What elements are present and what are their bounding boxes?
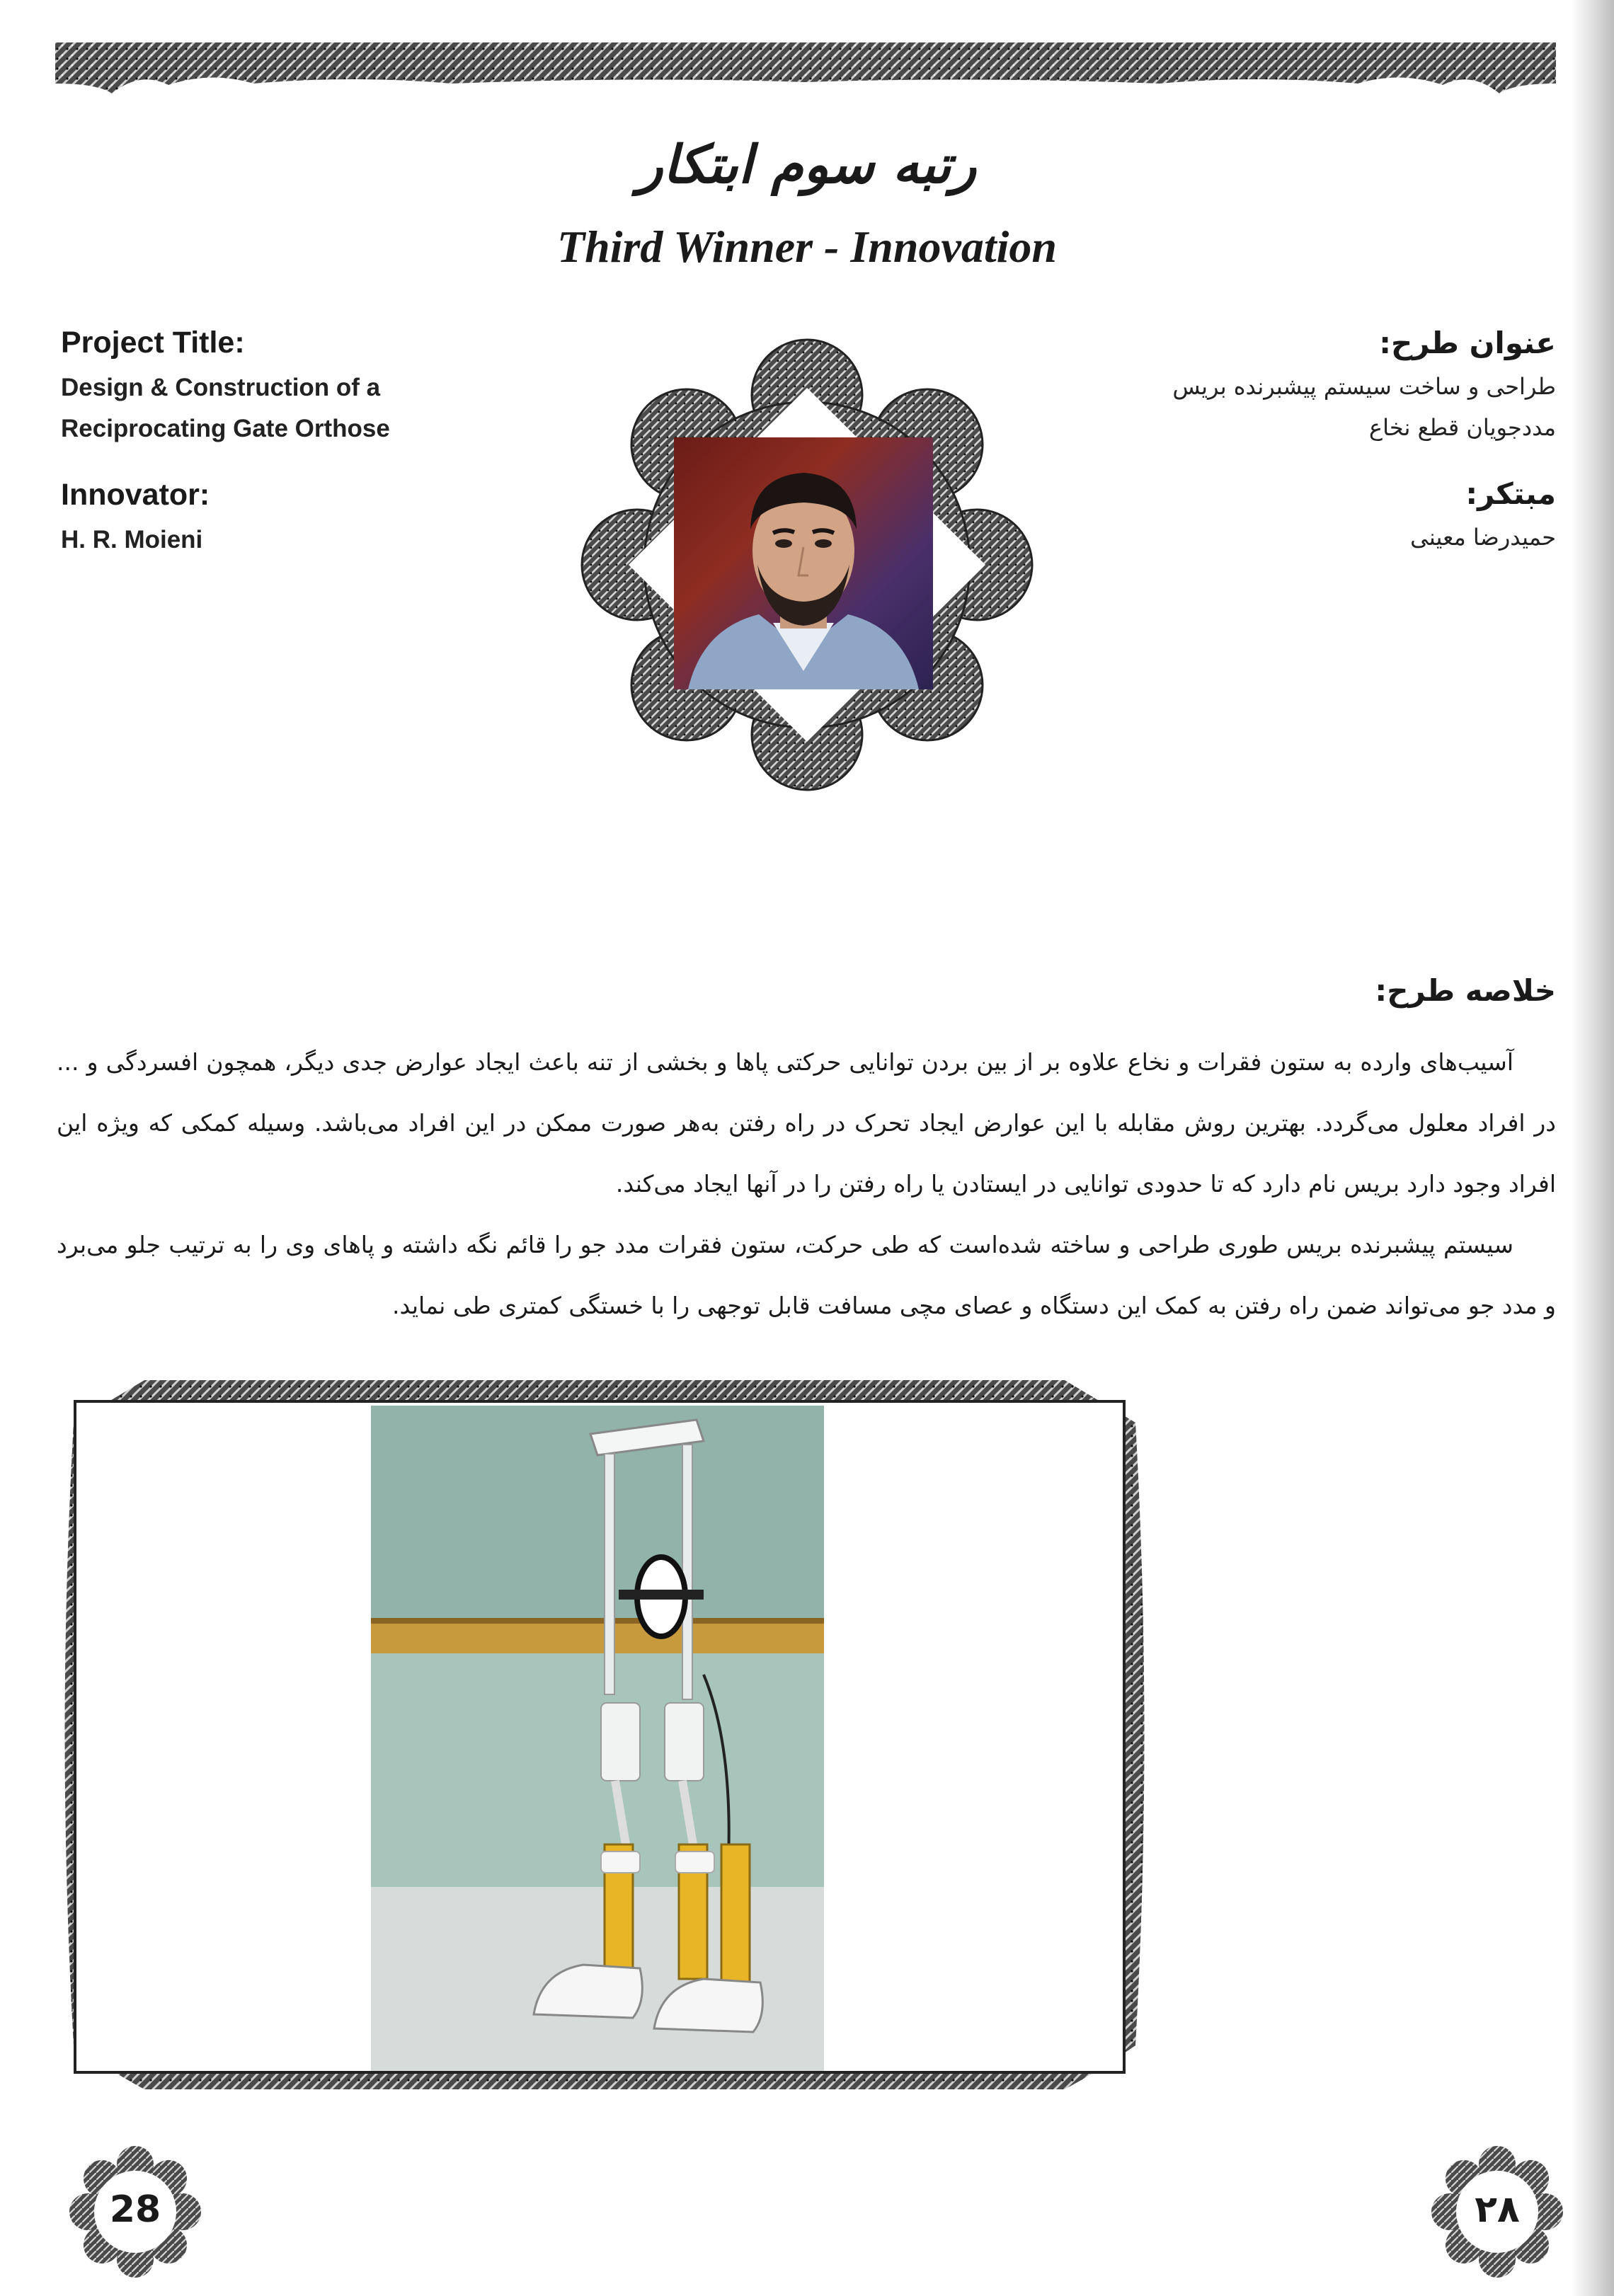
project-info-english xyxy=(61,326,542,561)
abstract-paragraph-2: سیستم پیشبرنده بریس طوری طراحی و ساخته شده‌است که طی حرکت، ستون فقرات مدد جو را قائم نگه داشته و پاهای وی را به ترتیب جلو می‌برد و مدد جو می‌تواند ضمن راه رفتن به کمک این دستگاه و عصای مچی مسافت قابل توجهی را با خستگی کمتری طی نماید. xyxy=(57,1231,1556,1319)
orthosis-device-photo xyxy=(371,1406,824,2071)
project-title-line-2: Reciprocating Gate Orthose xyxy=(61,415,390,442)
project-title-line-2-fa: مددجویان قطع نخاع xyxy=(1369,414,1556,441)
page-title-persian: رتبه سوم ابتکار xyxy=(637,134,977,195)
page-number-left xyxy=(68,2145,202,2279)
project-title-label: Project Title: xyxy=(61,326,245,360)
project-title-line-1: Design & Construction of a xyxy=(61,374,381,401)
abstract-heading: خلاصه طرح: xyxy=(1375,973,1556,1008)
page-title-english: Third Winner - Innovation xyxy=(557,222,1057,272)
project-info-persian xyxy=(1075,326,1556,558)
innovator-label: Innovator: xyxy=(61,478,210,512)
page-number-right xyxy=(1430,2145,1564,2279)
page-number-left-text: 28 xyxy=(109,2188,161,2231)
abstract-paragraph-1: آسیب‌های وارده به ستون فقرات و نخاع علاوه بر از بین بردن توانایی حرکتی پاها و بخشی از تنه باعث ایجاد عوارض جدی دیگر، همچون افسردگی و ... در افراد معلول می‌گردد. بهترین روش مقابله با این عوارض ایجاد تحرک در راه رفتن به‌هر صورت ممکن در این افراد می‌باشد. وسیله کمکی که ویژه این افراد وجود دارد بریس نام دارد که تا حدودی توانایی در ایستادن یا راه رفتن را در آنها ایجاد می‌کند. xyxy=(57,1048,1556,1198)
project-title-label-fa: عنوان طرح: xyxy=(1379,326,1556,360)
abstract-text xyxy=(57,1032,1556,1336)
innovator-label-fa: مبتکر: xyxy=(1465,476,1556,511)
innovator-name-fa: حمیدرضا معینی xyxy=(1410,524,1556,551)
innovator-portrait-photo xyxy=(674,437,933,689)
page-edge-shadow xyxy=(1572,0,1614,2296)
page-number-right-text: ۲۸ xyxy=(1475,2188,1520,2231)
top-ornamental-border xyxy=(55,42,1556,98)
project-title-line-1-fa: طراحی و ساخت سیستم پیشبرنده بریس xyxy=(1172,373,1556,400)
innovator-name: H. R. Moieni xyxy=(61,526,203,553)
